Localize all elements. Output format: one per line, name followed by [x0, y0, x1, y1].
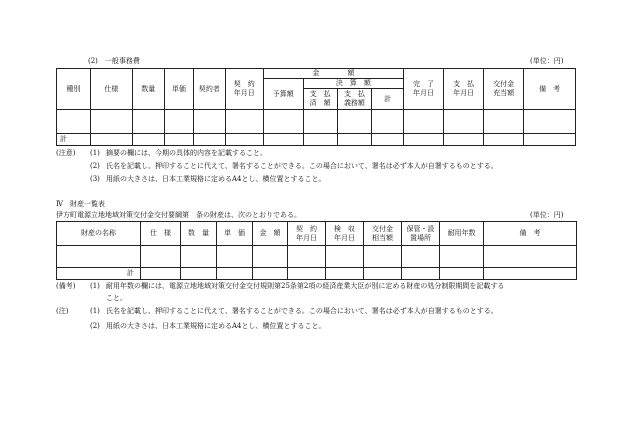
property-list-table	[56, 221, 577, 280]
col-contractor: 契約者	[194, 69, 226, 110]
col-obligated: 支 払 義務額	[337, 89, 372, 110]
col-total: 計	[372, 89, 404, 110]
col-unit-price: 単 価	[217, 222, 253, 246]
total-label: 計	[57, 268, 141, 280]
section1-unit: (単位：円)	[530, 57, 564, 65]
col-spec: 仕様	[90, 69, 132, 110]
remarks2-label: (備考)	[56, 282, 76, 290]
section1-title: (2) 一般事務費	[88, 57, 140, 65]
remarks2-num: (1)	[90, 282, 100, 290]
notes1-item-2-num: (2)	[90, 162, 100, 170]
table-row	[57, 110, 576, 134]
section2-unit: (単位：円)	[530, 211, 564, 219]
remarks2-text-line1: 耐用年数の欄には、電源立地地域対策交付金交付規則第25条第2項の経済産業大臣が別に定める財産の処分制限期間を記載する	[106, 282, 505, 290]
total-label: 計	[57, 134, 91, 146]
col-amount: 金 額	[263, 69, 403, 79]
section2-heading: Ⅳ 財産一覧表	[56, 200, 105, 208]
notes1-item-1-text: 摘要の欄には、今期の具体的内容を記載すること。	[106, 149, 267, 157]
notes2-item-1-num: (1)	[90, 307, 100, 315]
col-grant-amount: 交付金 相当額	[364, 222, 402, 246]
col-inspection-date: 検 収 年月日	[326, 222, 364, 246]
col-qty: 数 量	[181, 222, 217, 246]
col-qty: 数量	[132, 69, 164, 110]
col-settlement: 決 算 額	[303, 79, 403, 89]
col-completion-date: 完 了 年月日	[403, 69, 443, 110]
section2-intro: 伊方町電源立地地域対策交付金交付要綱第 条の財産は、次のとおりである。	[56, 211, 301, 219]
col-remarks: 備 考	[524, 69, 576, 110]
col-contract-date: 契 約 年月日	[225, 69, 263, 110]
notes2-item-2-text: 用紙の大きさは、日本工業規格に定めるA4とし、横位置とすること。	[106, 322, 326, 330]
notes1-item-1-num: (1)	[90, 149, 100, 157]
col-budget: 予算額	[263, 79, 303, 110]
notes1-item-2-text: 氏名を記載し、押印することに代えて、署名することができる。この場合において、署名は必ず本人が自署するものとする。	[106, 162, 498, 170]
col-contract-date: 契 約 年月日	[288, 222, 326, 246]
col-useful-life: 耐用年数	[440, 222, 484, 246]
general-expenses-table	[56, 68, 576, 146]
notes1-item-3-text: 用紙の大きさは、日本工業規格に定めるA4とし、横位置とすること。	[106, 175, 326, 183]
notes2-item-1-text: 氏名を記載し、押印することに代えて、署名することができる。この場合において、署名は必ず本人が自署するものとする。	[106, 307, 498, 315]
notes1-label: (注意)	[56, 149, 76, 157]
col-storage: 保管・設 置場所	[402, 222, 440, 246]
col-grant-amount: 交付金 充当額	[484, 69, 524, 110]
notes2-item-2-num: (2)	[90, 322, 100, 330]
col-type: 種別	[57, 69, 91, 110]
col-remarks: 備 考	[484, 222, 577, 246]
col-name: 財産の名称	[57, 222, 141, 246]
notes2-label: (注)	[56, 307, 69, 315]
total-row	[57, 134, 576, 146]
col-amount: 金 額	[253, 222, 288, 246]
remarks2-text-line2: こと。	[106, 294, 127, 302]
col-paid: 支 払 済 額	[303, 89, 337, 110]
total-row	[57, 268, 577, 280]
col-payment-date: 支 払 年月日	[444, 69, 484, 110]
col-unit-price: 単価	[164, 69, 194, 110]
notes1-item-3-num: (3)	[90, 175, 100, 183]
table-row	[57, 246, 577, 268]
col-spec: 仕 様	[141, 222, 181, 246]
